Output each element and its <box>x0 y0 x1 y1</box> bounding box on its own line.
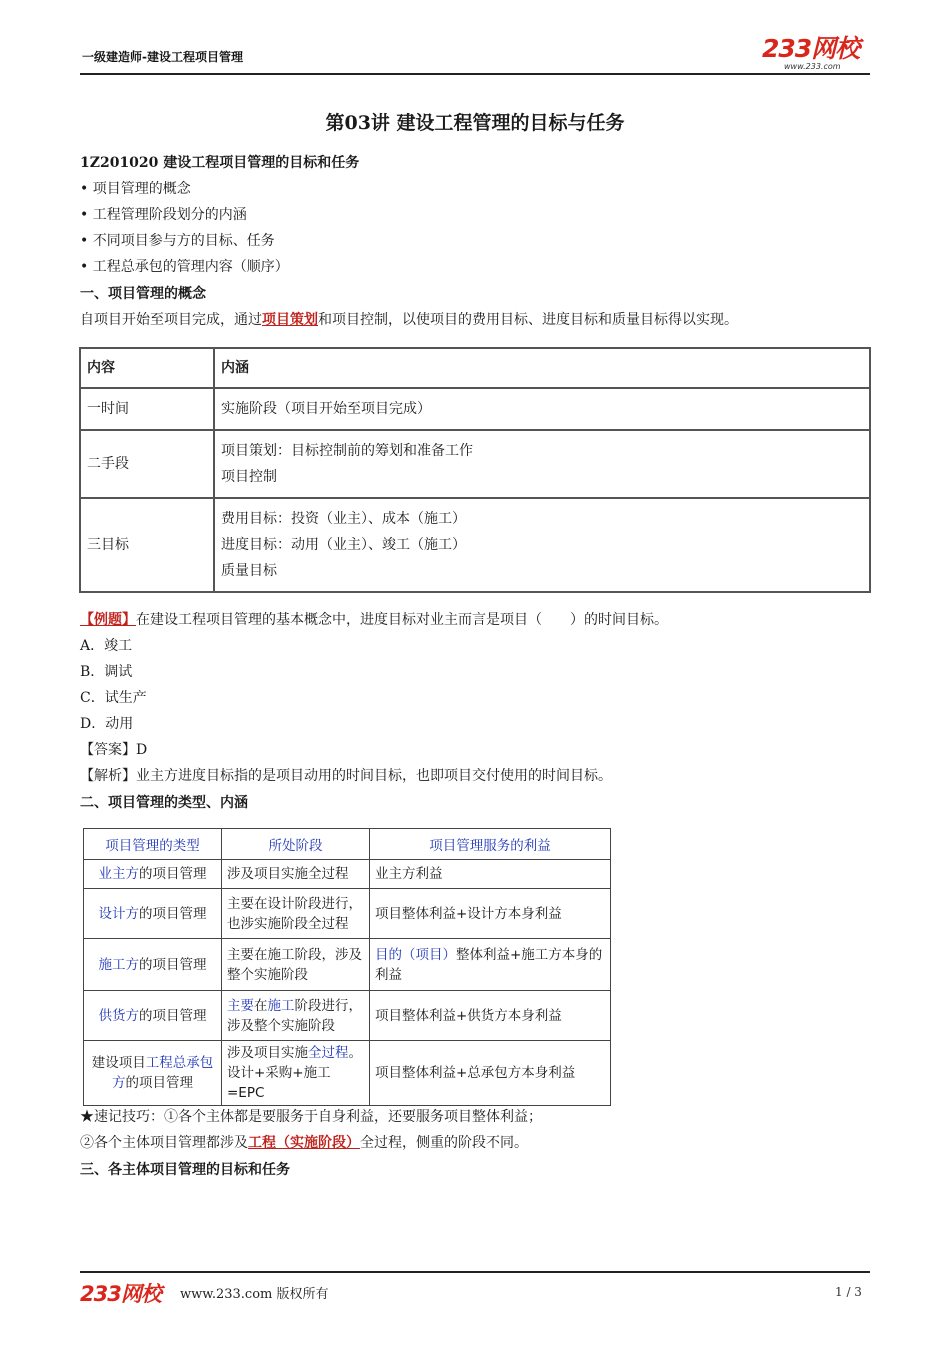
row-line: 费用目标：投资（业主）、成本（施工） <box>221 511 466 527</box>
logo-text: 233网校 <box>762 34 860 63</box>
row-content <box>214 498 870 592</box>
header-divider <box>80 73 870 75</box>
table-header-row <box>84 829 611 860</box>
bullet-item: • 项目管理的概念 <box>80 181 191 197</box>
bullet-item: • 工程总承包的管理内容（顺序） <box>80 259 289 275</box>
concept-text-after: 和项目控制，以使项目的费用目标、进度目标和质量目标得以实现。 <box>318 312 738 328</box>
type-prefix: 建设项目 <box>91 1055 146 1071</box>
benefit-cell: 项目整体利益+总承包方本身利益 <box>370 1041 611 1106</box>
table-header-cell: 内容 <box>80 348 214 388</box>
type-suffix: 的项目管理 <box>139 1007 207 1024</box>
concept-text-before: 自项目开始至项目完成，通过 <box>80 312 262 328</box>
benefit-highlight: 目的（项目） <box>375 946 456 963</box>
table-header-cell: 项目管理的类型 <box>84 829 222 860</box>
option-a: A．竣工 <box>80 638 133 654</box>
heading-concept: 一、项目管理的概念 <box>80 286 206 302</box>
analysis: 【解析】业主方进度目标指的是项目动用的时间目标，也即项目交付使用的时间目标。 <box>80 768 612 784</box>
table-row <box>84 991 611 1041</box>
example-question-text: 在建设工程项目管理的基本概念中，进度目标对业主而言是项目（ ）的时间目标。 <box>136 612 668 628</box>
footer-logo[interactable]: 233网校 <box>80 1282 161 1306</box>
row-line: 进度目标：动用（业主）、竣工（施工） <box>221 537 466 553</box>
benefit-cell: 项目整体利益+设计方本身利益 <box>370 889 611 939</box>
concept-paragraph <box>80 310 738 330</box>
stage-cell <box>222 991 370 1041</box>
table-header-cell: 所处阶段 <box>222 829 370 860</box>
bullet-item: • 工程管理阶段划分的内涵 <box>80 207 247 223</box>
type-name: 供货方 <box>98 1007 139 1024</box>
row-label: 一时间 <box>80 388 214 430</box>
row-label: 二手段 <box>80 430 214 498</box>
table-row <box>84 939 611 991</box>
stage-text: 在 <box>254 997 268 1014</box>
type-cell <box>84 889 222 939</box>
type-name: 设计方 <box>98 905 139 922</box>
table-row <box>80 388 870 430</box>
row-label: 三目标 <box>80 498 214 592</box>
benefit-cell: 项目整体利益+供货方本身利益 <box>370 991 611 1041</box>
table-header-cell: 项目管理服务的利益 <box>370 829 611 860</box>
benefit-cell: 业主方利益 <box>370 860 611 889</box>
table-row <box>80 430 870 498</box>
row-line: 质量目标 <box>221 563 277 579</box>
footer-divider <box>80 1271 870 1273</box>
heading-types: 二、项目管理的类型、内涵 <box>80 795 248 811</box>
row-line: 项目策划：目标控制前的筹划和准备工作 <box>221 443 473 459</box>
section-code: 1Z201020 建设工程项目管理的目标和任务 <box>80 155 360 171</box>
row-line: 项目控制 <box>221 469 277 485</box>
table-header-cell: 内涵 <box>214 348 870 388</box>
tip-text: ②各个主体项目管理都涉及 <box>80 1135 248 1151</box>
table-row <box>84 860 611 889</box>
table-row <box>80 498 870 592</box>
concept-highlight: 项目策划 <box>262 312 318 328</box>
brand-logo[interactable] <box>762 36 874 76</box>
stage-cell: 主要在设计阶段进行，也涉实施阶段全过程 <box>222 889 370 939</box>
type-name: 施工方 <box>98 956 139 973</box>
benefit-cell <box>370 939 611 991</box>
answer: 【答案】D <box>80 742 148 758</box>
tip-highlight: 工程（实施阶段） <box>248 1135 360 1151</box>
tip-line-1: ★速记技巧：①各个主体都是要服务于自身利益，还要服务项目整体利益； <box>80 1109 542 1125</box>
type-suffix: 的项目管理 <box>139 905 207 922</box>
page-number: 1 / 3 <box>835 1285 862 1299</box>
stage-highlight: 全过程 <box>308 1045 349 1061</box>
stage-cell <box>222 1041 370 1106</box>
table-row <box>84 1041 611 1106</box>
type-suffix: 的项目管理 <box>125 1075 193 1091</box>
row-content <box>214 388 870 430</box>
heading-goals: 三、各主体项目管理的目标和任务 <box>80 1162 290 1178</box>
page-title: 第03讲 建设工程管理的目标与任务 <box>325 112 625 134</box>
footer-copyright: www.233.com 版权所有 <box>180 1287 329 1302</box>
row-line: 实施阶段（项目开始至项目完成） <box>221 401 431 417</box>
option-b: B．调试 <box>80 664 133 680</box>
example-question <box>80 610 668 630</box>
tip-line-2 <box>80 1133 528 1153</box>
table-row <box>84 889 611 939</box>
type-cell <box>84 939 222 991</box>
example-tag: 【例题】 <box>80 612 136 628</box>
type-cell <box>84 991 222 1041</box>
stage-cell: 涉及项目实施全过程 <box>222 860 370 889</box>
types-table <box>83 828 611 1106</box>
type-cell <box>84 860 222 889</box>
type-name: 业主方 <box>98 866 139 882</box>
type-cell <box>84 1041 222 1106</box>
option-c: C．试生产 <box>80 690 147 706</box>
benefit-text: 整体利益+施工方本身的利益 <box>375 946 603 983</box>
concept-table <box>79 347 871 593</box>
stage-highlight: 主要 <box>227 997 254 1014</box>
header-title: 一级建造师-建设工程项目管理 <box>82 50 243 64</box>
type-suffix: 的项目管理 <box>139 956 207 973</box>
type-name: 工程总承包方 <box>112 1055 214 1091</box>
bullet-item: • 不同项目参与方的目标、任务 <box>80 233 275 249</box>
stage-cell: 主要在施工阶段，涉及整个实施阶段 <box>222 939 370 991</box>
option-d: D．动用 <box>80 716 134 732</box>
stage-text: 涉及项目实施 <box>227 1045 308 1061</box>
logo-url: www.233.com <box>784 62 841 71</box>
stage-text: 。设计+采购+施工=EPC <box>227 1045 362 1101</box>
type-suffix: 的项目管理 <box>139 866 207 882</box>
table-header-row <box>80 348 870 388</box>
stage-highlight: 施工 <box>267 997 295 1014</box>
tip-text: 全过程，侧重的阶段不同。 <box>360 1135 528 1151</box>
row-content <box>214 430 870 498</box>
stage-text: 阶段进行，涉及整个实施阶段 <box>227 997 362 1034</box>
